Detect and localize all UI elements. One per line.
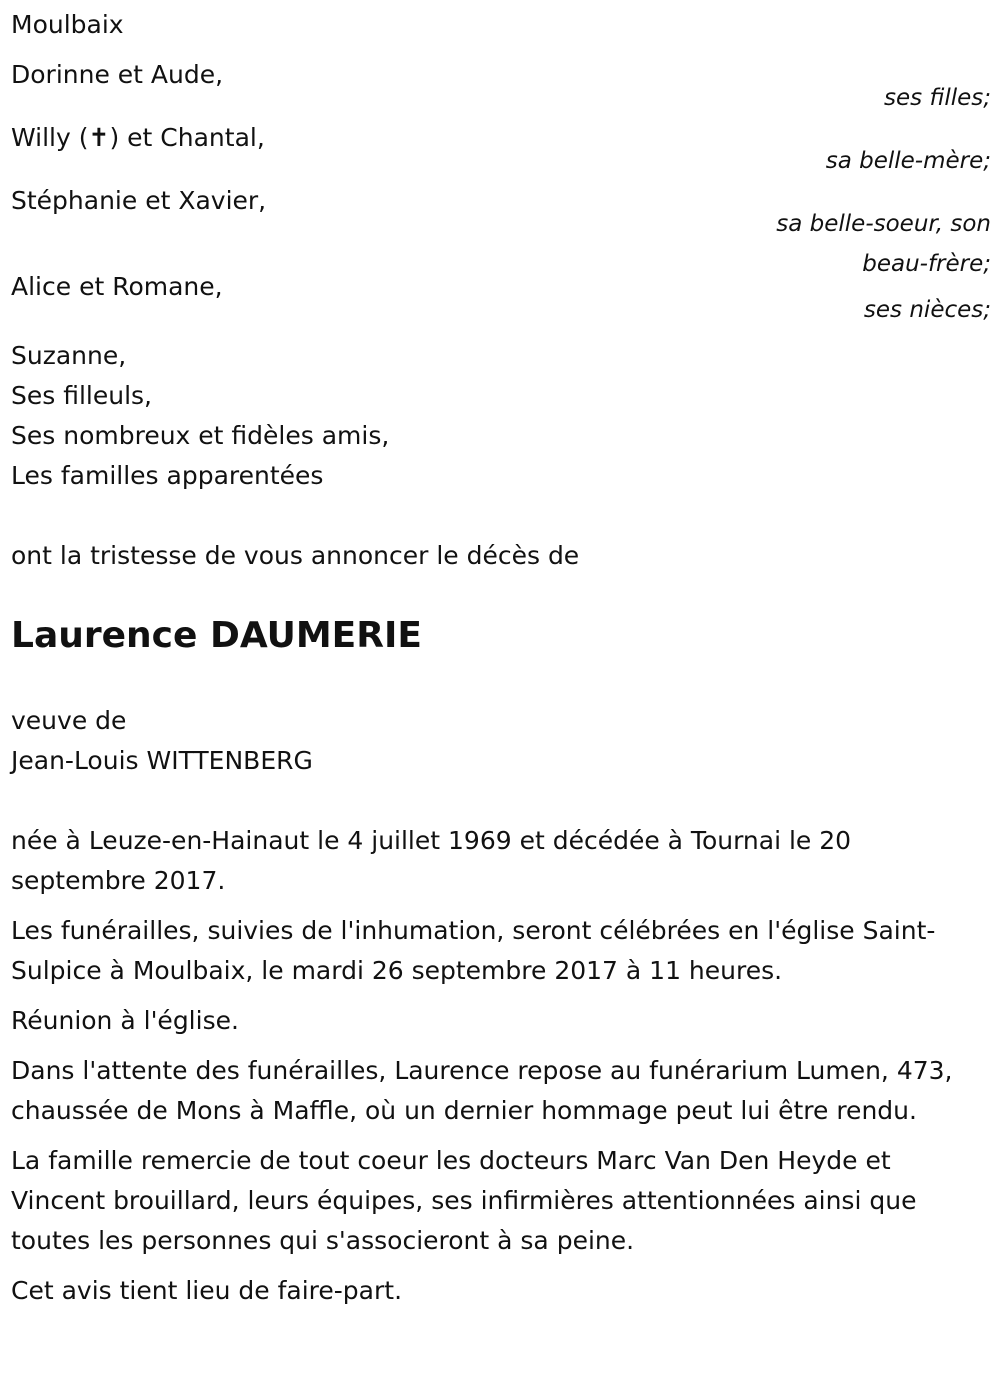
funeral-paragraph: Les funérailles, suivies de l'inhumation, seront célébrées en l'église Saint-Sulpice à Moulbaix, le mardi 26 septembre 2017 à 11 heures. — [11, 916, 936, 985]
relative-names: Stéphanie et Xavier, — [11, 186, 267, 215]
relative-role-line2: beau-frère; — [862, 251, 991, 277]
relative-row-nieces — [11, 267, 991, 330]
widow-of-label: veuve de — [11, 706, 127, 735]
relative-row-daughters — [11, 55, 991, 118]
cross-icon: ✝ — [88, 123, 110, 152]
relative-role: ses nièces; — [863, 297, 991, 323]
closing-paragraph: Cet avis tient lieu de faire-part. — [11, 1276, 403, 1305]
other-relative-line: Ses filleuls, — [11, 381, 153, 410]
other-relatives — [11, 336, 991, 496]
relatives-list — [11, 55, 991, 330]
relative-role: sa belle-mère; — [825, 148, 991, 174]
other-relative-line: Ses nombreux et fidèles amis, — [11, 421, 390, 450]
village-name: Moulbaix — [11, 10, 124, 39]
relative-names: Willy (✝) et Chantal, — [11, 118, 991, 158]
announcement-text: ont la tristesse de vous annoncer le décès de — [11, 541, 580, 570]
other-relative-line: Suzanne, — [11, 341, 127, 370]
obituary-notice — [11, 5, 991, 1321]
thanks-paragraph: La famille remercie de tout coeur les docteurs Marc Van Den Heyde et Vincent brouillard, leurs équipes, ses infirmières attentionnées ainsi que toutes les personnes qui s'associeront à sa peine. — [11, 1146, 917, 1255]
relative-names: Dorinne et Aude, — [11, 60, 224, 89]
relative-names: Alice et Romane, — [11, 272, 223, 301]
gathering-paragraph: Réunion à l'église. — [11, 1006, 239, 1035]
relative-role-line1: sa belle-soeur, son — [776, 211, 991, 237]
spouse-name: Jean-Louis WITTENBERG — [11, 746, 313, 775]
funerarium-paragraph: Dans l'attente des funérailles, Laurence repose au funérarium Lumen, 473, chaussée de Mons à Maffle, où un dernier hommage peut lui être rendu. — [11, 1056, 953, 1125]
birth-death-paragraph: née à Leuze-en-Hainaut le 4 juillet 1969 et décédée à Tournai le 20 septembre 2017. — [11, 826, 852, 895]
relative-role: ses filles; — [884, 85, 991, 111]
deceased-name: Laurence DAUMERIE — [11, 615, 422, 656]
other-relative-line: Les familles apparentées — [11, 461, 324, 490]
relative-row-mother-in-law — [11, 118, 991, 181]
